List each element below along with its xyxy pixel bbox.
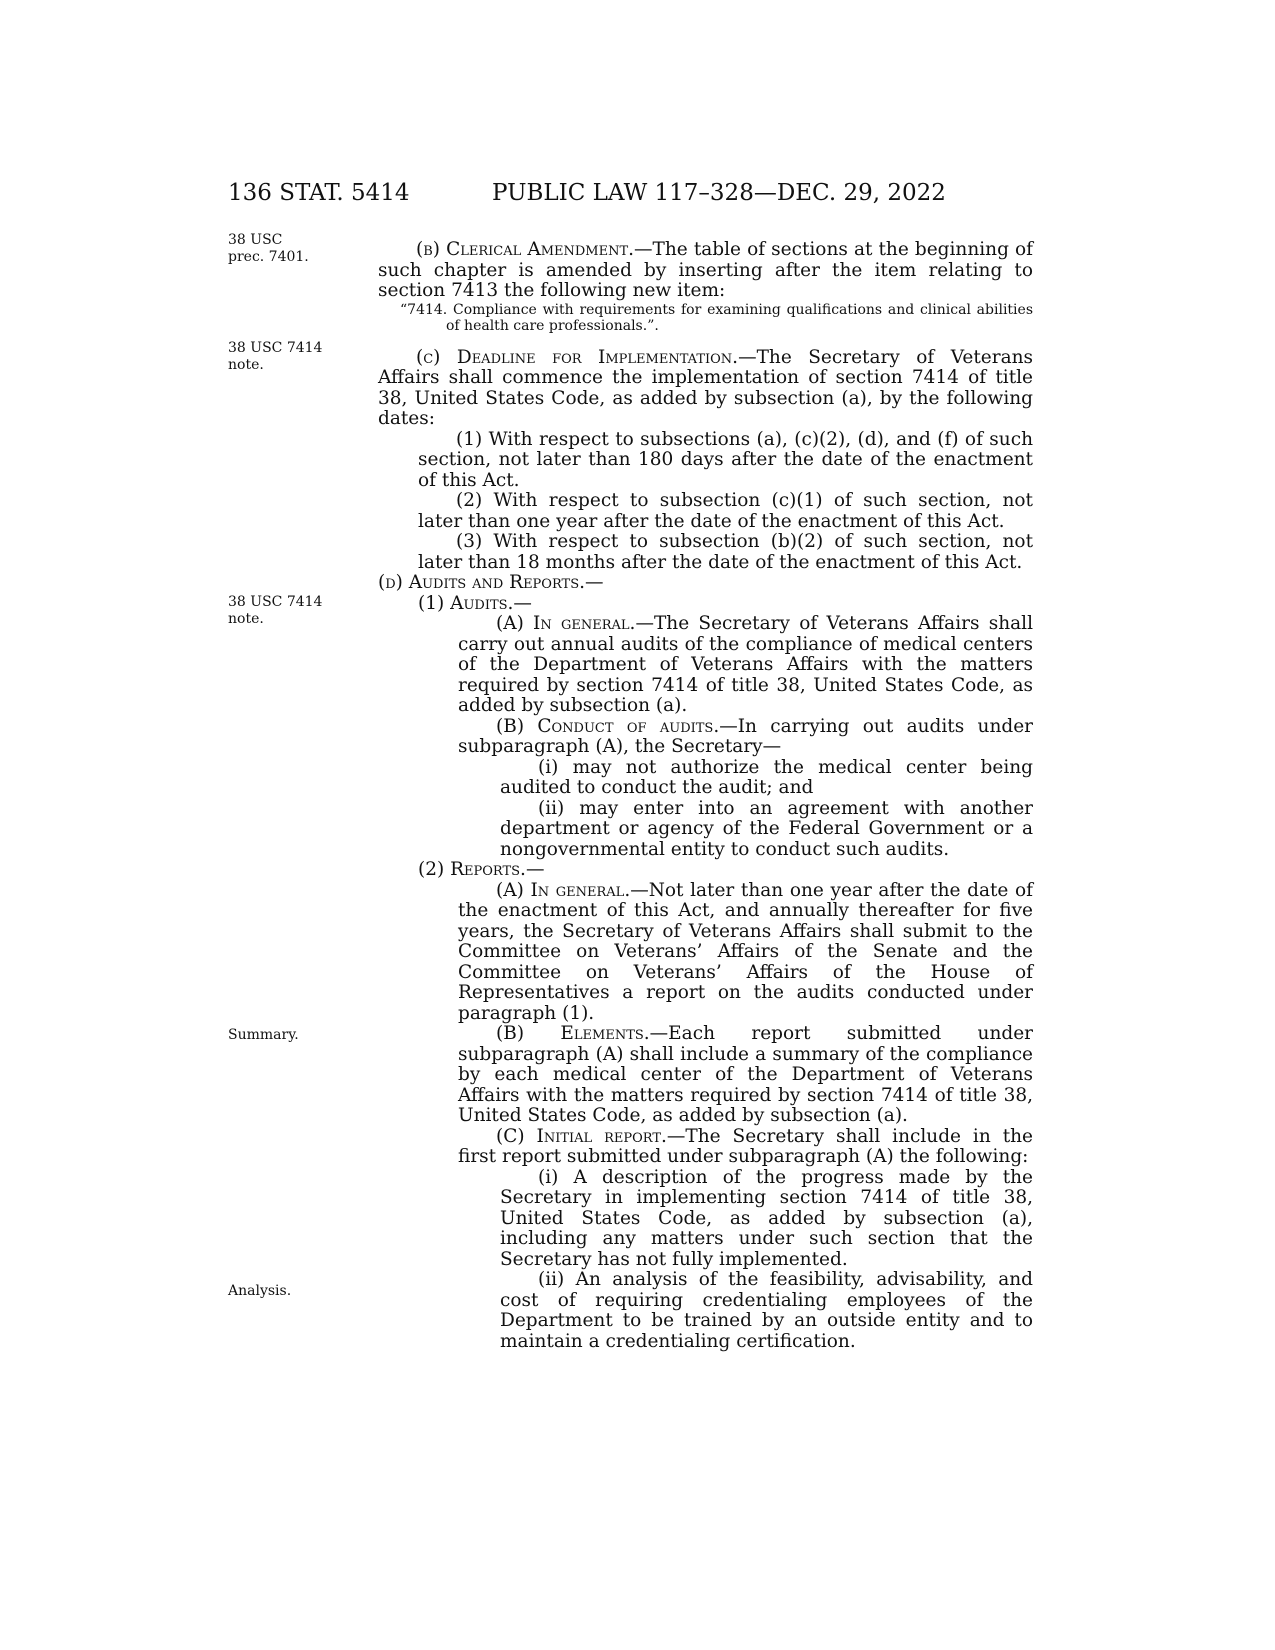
- running-title: PUBLIC LAW 117–328—DEC. 29, 2022: [492, 180, 946, 206]
- page-header: [0, 180, 1275, 210]
- subsection-c-item-1: (1) With respect to subsections (a), (c)(2), (d), and (f) of such section, not later than 180 days after the date of the enactment of this Act.: [418, 428, 1033, 491]
- audits-b-i: (i) may not authorize the medical center being audited to conduct the audit; and: [500, 756, 1033, 798]
- reports-c-i: (i) A description of the progress made by the Secretary in implementing section 7414 of title 38, United States Code, as added by subsection (a), including any matters under such section that the Secretary has not fully implemented.: [500, 1166, 1033, 1270]
- subsection-b-heading: (b) Clerical Amendment.: [416, 239, 635, 260]
- audits-b: (B) Conduct of audits.—In carrying out audits under subparagraph (A), the Secretary—: [458, 715, 1033, 757]
- subsection-d-heading: (d) Audits and Reports.: [378, 572, 585, 593]
- subsection-c-item-3: (3) With respect to subsection (b)(2) of such section, not later than 18 months after the date of the enactment of this Act.: [418, 531, 1033, 573]
- margin-note-7414-note: 38 USC 7414 note.: [228, 340, 323, 373]
- audits-b-ii: (ii) may enter into an agreement with another department or agency of the Federal Government or a nongovernmental entity to conduct such audits.: [500, 797, 1033, 860]
- margin-note-prec-7401: 38 USC prec. 7401.: [228, 232, 309, 265]
- paragraph-1-audits: (1) Audits.—: [418, 592, 532, 614]
- statute-page-number: 136 STAT. 5414: [228, 180, 410, 206]
- table-of-sections-item: “7414. Compliance with requirements for examining qualifications and clinical abilities of health care professionals.”.: [400, 301, 1033, 334]
- margin-note-7414-note-2: 38 USC 7414 note.: [228, 594, 323, 627]
- subsection-c-item-2: (2) With respect to subsection (c)(1) of such section, not later than one year after the date of the enactment of this Act.: [418, 490, 1033, 532]
- audits-a: (A) In general.—The Secretary of Veterans Affairs shall carry out annual audits of the compliance of medical centers of the Department of Veterans Affairs with the matters required by section 7414 of title 38, United States Code, as added by subsection (a).: [458, 613, 1033, 716]
- document-body: [378, 240, 1033, 1352]
- reports-b: (B) Elements.—Each report submitted under subparagraph (A) shall include a summary of the compliance by each medical center of the Department of Veterans Affairs with the matters required by section 7414 of title 38, United States Code, as added by subsection (a).: [458, 1023, 1033, 1126]
- subsection-c-heading: (c) Deadline for Implementation.: [416, 346, 739, 368]
- margin-note-summary: Summary.: [228, 1027, 299, 1043]
- paragraph-2-reports: (2) Reports.—: [418, 859, 545, 880]
- subsection-d: (d) Audits and Reports.—: [378, 572, 604, 593]
- subsection-c-text: —The Secretary of Veterans Affairs shall commence the implementation of section 7414 of title 38, United States Code, as added by subsection (a), by the following dates:: [378, 346, 1034, 429]
- subsection-c: [378, 348, 1033, 430]
- reports-c-ii: (ii) An analysis of the feasibility, advisability, and cost of requiring credentialing employees of the Department to be trained by an outside entity and to maintain a credentialing certification.: [500, 1269, 1033, 1352]
- reports-a: (A) In general.—Not later than one year after the date of the enactment of this Act, and annually thereafter for five years, the Secretary of Veterans Affairs shall submit to the Committee on Veterans’ Affairs of the Senate and the Committee on Veterans’ Affairs of the House of Representatives a report on the audits conducted under paragraph (1).: [458, 879, 1033, 1024]
- margin-note-analysis: Analysis.: [228, 1283, 292, 1299]
- subsection-b: [378, 240, 1033, 302]
- subsection-b-text: —The table of sections at the beginning of such chapter is amended by inserting after the item relating to section 7413 the following new item:: [378, 239, 1034, 301]
- reports-c: (C) Initial report.—The Secretary shall include in the first report submitted under subparagraph (A) the following:: [458, 1125, 1033, 1167]
